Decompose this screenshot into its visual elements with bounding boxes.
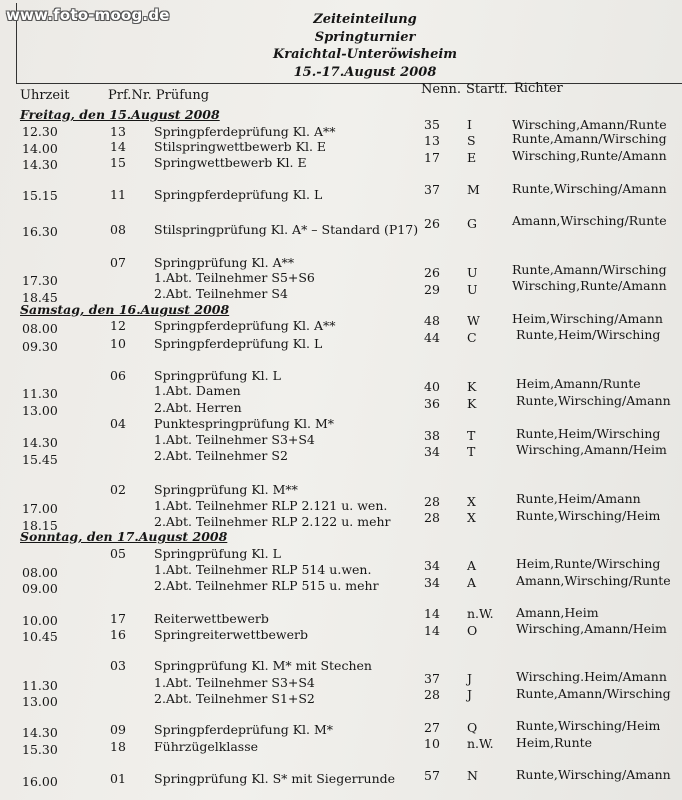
row-pruefung-name: 2.Abt. Teilnehmer RLP 2.122 u. mehr xyxy=(154,514,391,529)
col-nenn: Nenn. xyxy=(421,82,461,97)
row-richter: Amann,Wirsching/Runte xyxy=(516,573,671,588)
row-pruefung-nr: 18 xyxy=(110,739,126,754)
row-nennungen: 35 xyxy=(424,117,440,132)
row-startfolge: T xyxy=(467,444,476,459)
row-time: 17.00 xyxy=(22,501,58,516)
row-richter: Wirsching,Amann/Runte xyxy=(512,117,667,132)
col-richter: Richter xyxy=(514,81,563,96)
row-time: 10.45 xyxy=(22,629,58,644)
row-nennungen: 26 xyxy=(424,216,440,231)
row-time: 09.00 xyxy=(22,581,58,596)
row-startfolge: S xyxy=(467,133,476,148)
row-pruefung-name: Springpferdeprüfung Kl. L xyxy=(154,187,323,202)
row-pruefung-name: 2.Abt. Teilnehmer RLP 515 u. mehr xyxy=(154,578,379,593)
row-pruefung-nr: 05 xyxy=(110,546,126,561)
row-pruefung-nr: 06 xyxy=(110,368,126,383)
row-pruefung-nr: 10 xyxy=(110,336,126,351)
row-time: 18.15 xyxy=(22,518,58,533)
row-nennungen: 34 xyxy=(424,444,440,459)
row-time: 10.00 xyxy=(22,613,58,628)
row-nennungen: 17 xyxy=(424,150,440,165)
row-pruefung-name: Springpferdeprüfung Kl. A** xyxy=(154,124,336,139)
col-startf: Startf. xyxy=(466,82,508,97)
row-startfolge: A xyxy=(467,558,477,573)
row-richter: Wirsching.Heim/Amann xyxy=(516,669,667,684)
row-startfolge: K xyxy=(467,379,477,394)
row-richter: Runte,Wirsching/Amann xyxy=(516,767,671,782)
row-pruefung-name: Springpferdeprüfung Kl. A** xyxy=(154,318,336,333)
row-pruefung-name: Springprüfung Kl. S* mit Siegerrunde xyxy=(154,771,396,786)
row-nennungen: 29 xyxy=(424,282,440,297)
row-nennungen: 38 xyxy=(424,428,440,443)
row-time: 17.30 xyxy=(22,273,58,288)
row-richter: Wirsching,Amann/Heim xyxy=(516,442,667,457)
row-startfolge: n.W. xyxy=(467,606,494,621)
row-time: 14.00 xyxy=(22,141,58,156)
row-nennungen: 37 xyxy=(424,182,440,197)
row-pruefung-name: Reiterwettbewerb xyxy=(154,611,269,626)
row-pruefung-nr: 04 xyxy=(110,416,126,431)
row-richter: Runte,Wirsching/Amann xyxy=(516,393,671,408)
row-pruefung-nr: 12 xyxy=(110,318,126,333)
row-pruefung-name: Springprüfung Kl. L xyxy=(154,546,281,561)
row-pruefung-nr: 14 xyxy=(110,139,126,154)
row-richter: Runte,Wirsching/Amann xyxy=(512,181,667,196)
row-startfolge: E xyxy=(467,150,477,165)
row-startfolge: M xyxy=(467,182,480,197)
row-pruefung-name: 1.Abt. Teilnehmer S5+S6 xyxy=(154,270,315,285)
row-nennungen: 34 xyxy=(424,575,440,590)
row-time: 13.00 xyxy=(22,403,58,418)
row-richter: Heim,Runte xyxy=(516,735,593,750)
row-time: 16.00 xyxy=(22,774,58,789)
row-pruefung-nr: 02 xyxy=(110,482,126,497)
row-time: 08.00 xyxy=(22,565,58,580)
row-pruefung-name: Springpferdeprüfung Kl. M* xyxy=(154,722,334,737)
row-time: 14.30 xyxy=(22,157,58,172)
row-nennungen: 28 xyxy=(424,687,440,702)
row-startfolge: G xyxy=(467,216,477,231)
row-startfolge: Q xyxy=(467,720,478,735)
row-pruefung-nr: 08 xyxy=(110,222,126,237)
row-time: 11.30 xyxy=(22,678,58,693)
row-pruefung-name: Springprüfung Kl. M* mit Stechen xyxy=(154,658,372,673)
row-nennungen: 37 xyxy=(424,671,440,686)
row-pruefung-nr: 17 xyxy=(110,611,126,626)
row-startfolge: K xyxy=(467,396,477,411)
col-prfnr-pruefung: Prf.Nr. Prüfung xyxy=(108,88,210,103)
row-nennungen: 34 xyxy=(424,558,440,573)
title-dates: 15.-17.August 2008 xyxy=(293,65,437,80)
row-startfolge: X xyxy=(467,510,476,525)
row-nennungen: 48 xyxy=(424,313,440,328)
row-richter: Wirsching,Runte/Amann xyxy=(512,278,667,293)
row-pruefung-name: 1.Abt. Teilnehmer RLP 514 u.wen. xyxy=(154,562,372,577)
row-pruefung-name: Springwettbewerb Kl. E xyxy=(154,155,307,170)
row-time: 08.00 xyxy=(22,321,58,336)
row-pruefung-name: 1.Abt. Teilnehmer RLP 2.121 u. wen. xyxy=(154,498,388,513)
row-nennungen: 14 xyxy=(424,606,440,621)
row-nennungen: 28 xyxy=(424,494,440,509)
row-nennungen: 14 xyxy=(424,623,440,638)
row-nennungen: 36 xyxy=(424,396,440,411)
row-nennungen: 57 xyxy=(424,768,440,783)
row-richter: Amann,Heim xyxy=(516,605,599,620)
row-richter: Runte,Heim/Wirsching xyxy=(516,327,661,342)
watermark: www.foto-moog.de xyxy=(6,6,170,24)
row-nennungen: 28 xyxy=(424,510,440,525)
row-nennungen: 10 xyxy=(424,736,440,751)
row-richter: Runte,Amann/Wirsching xyxy=(512,131,667,146)
row-richter: Runte,Amann/Wirsching xyxy=(516,686,671,701)
row-startfolge: I xyxy=(467,117,472,132)
row-nennungen: 13 xyxy=(424,133,440,148)
row-time: 16.30 xyxy=(22,224,58,239)
row-pruefung-name: 2.Abt. Teilnehmer S2 xyxy=(154,448,288,463)
row-pruefung-nr: 16 xyxy=(110,627,126,642)
title-zeiteinteilung: Zeiteinteilung xyxy=(313,12,417,27)
row-richter: Wirsching,Runte/Amann xyxy=(512,148,667,163)
row-pruefung-name: Führzügelklasse xyxy=(154,739,259,754)
row-time: 18.45 xyxy=(22,290,58,305)
row-startfolge: J xyxy=(467,687,473,702)
row-time: 15.15 xyxy=(22,188,58,203)
row-richter: Runte,Wirsching/Heim xyxy=(516,508,661,523)
row-startfolge: n.W. xyxy=(467,736,494,751)
row-richter: Runte,Heim/Wirsching xyxy=(516,426,661,441)
row-richter: Runte,Heim/Amann xyxy=(516,491,641,506)
row-startfolge: T xyxy=(467,428,476,443)
row-pruefung-nr: 13 xyxy=(110,124,126,139)
title-event: Springturnier xyxy=(314,30,416,45)
row-startfolge: U xyxy=(467,282,478,297)
row-pruefung-nr: 07 xyxy=(110,255,126,270)
row-time: 12.30 xyxy=(22,124,58,139)
row-pruefung-name: Punktespringprüfung Kl. M* xyxy=(154,416,335,431)
row-time: 09.30 xyxy=(22,339,58,354)
row-pruefung-name: 2.Abt. Teilnehmer S1+S2 xyxy=(154,691,315,706)
row-pruefung-name: 2.Abt. Herren xyxy=(154,400,242,415)
row-nennungen: 40 xyxy=(424,379,440,394)
row-pruefung-name: Springprüfung Kl. M** xyxy=(154,482,298,497)
col-uhrzeit: Uhrzeit xyxy=(20,88,70,103)
row-time: 11.30 xyxy=(22,386,58,401)
row-pruefung-nr: 03 xyxy=(110,658,126,673)
row-pruefung-nr: 09 xyxy=(110,722,126,737)
row-pruefung-name: 1.Abt. Teilnehmer S3+S4 xyxy=(154,432,315,447)
row-richter: Runte,Amann/Wirsching xyxy=(512,262,667,277)
day-friday: Freitag, den 15.August 2008 xyxy=(20,107,220,122)
row-pruefung-name: Springprüfung Kl. L xyxy=(154,368,281,383)
row-pruefung-name: Springpferdeprüfung Kl. L xyxy=(154,336,323,351)
row-pruefung-nr: 01 xyxy=(110,771,126,786)
day-saturday: Samstag, den 16.August 2008 xyxy=(20,302,230,317)
day-sunday: Sonntag, den 17.August 2008 xyxy=(20,529,228,544)
row-startfolge: C xyxy=(467,330,477,345)
row-nennungen: 26 xyxy=(424,265,440,280)
title-location: Kraichtal-Unteröwisheim xyxy=(272,47,458,62)
row-startfolge: X xyxy=(467,494,476,509)
row-time: 13.00 xyxy=(22,694,58,709)
row-richter: Amann,Wirsching/Runte xyxy=(512,213,667,228)
row-richter: Wirsching,Amann/Heim xyxy=(516,621,667,636)
row-richter: Heim,Wirsching/Amann xyxy=(512,311,663,326)
row-pruefung-name: 1.Abt. Damen xyxy=(154,383,241,398)
row-startfolge: A xyxy=(467,575,477,590)
row-pruefung-name: Stilspringwettbewerb Kl. E xyxy=(154,139,327,154)
row-pruefung-name: 2.Abt. Teilnehmer S4 xyxy=(154,286,288,301)
row-nennungen: 44 xyxy=(424,330,440,345)
row-richter: Runte,Wirsching/Heim xyxy=(516,718,661,733)
row-startfolge: U xyxy=(467,265,478,280)
row-pruefung-name: Stilspringprüfung Kl. A* – Standard (P17) xyxy=(154,222,419,237)
row-pruefung-nr: 11 xyxy=(110,187,126,202)
row-startfolge: O xyxy=(467,623,478,638)
row-time: 14.30 xyxy=(22,435,58,450)
row-pruefung-name: Springreiterwettbewerb xyxy=(154,627,308,642)
row-nennungen: 27 xyxy=(424,720,440,735)
row-pruefung-name: 1.Abt. Teilnehmer S3+S4 xyxy=(154,675,315,690)
row-pruefung-name: Springprüfung Kl. A** xyxy=(154,255,295,270)
row-startfolge: J xyxy=(467,671,473,686)
row-time: 15.45 xyxy=(22,452,58,467)
row-time: 15.30 xyxy=(22,742,58,757)
row-startfolge: N xyxy=(467,768,478,783)
row-time: 14.30 xyxy=(22,725,58,740)
row-richter: Heim,Amann/Runte xyxy=(516,376,641,391)
row-startfolge: W xyxy=(467,313,480,328)
row-richter: Heim,Runte/Wirsching xyxy=(516,556,661,571)
row-pruefung-nr: 15 xyxy=(110,155,126,170)
